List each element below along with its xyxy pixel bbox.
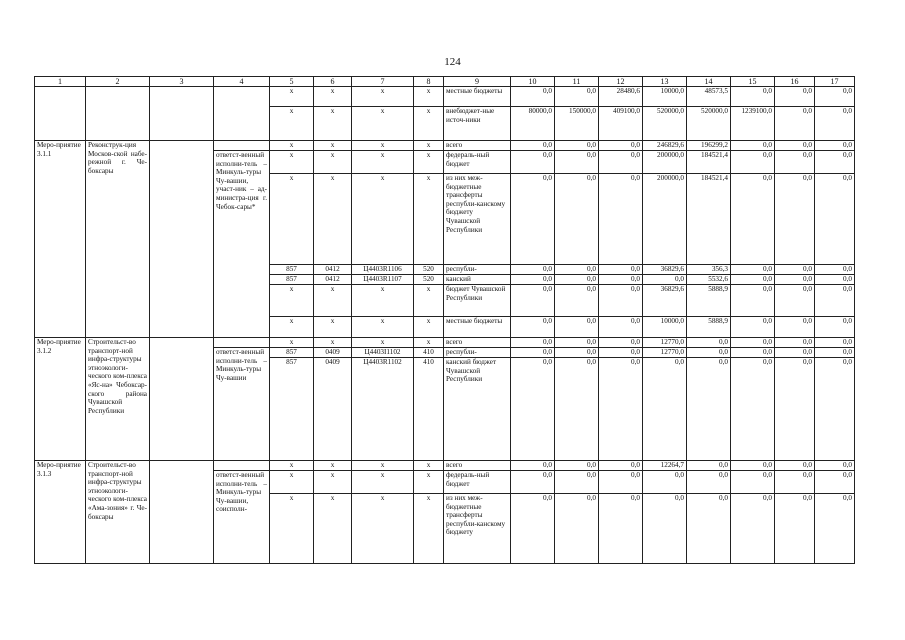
- value-cell: 0,0: [555, 471, 599, 494]
- executor-cell: [214, 87, 270, 141]
- event-name-cell: Реконструк-ция Москов-ской набе-режной г. Че-боксары: [86, 141, 150, 338]
- value-cell: 0,0: [555, 174, 599, 265]
- event-label-cell: Меро-приятие 3.1.3: [35, 461, 86, 564]
- code-cell: x: [314, 141, 352, 151]
- value-cell: 0,0: [511, 494, 555, 564]
- executor-cell: ответст-венный исполни-тель – Минкуль-туры Чу-вашии, участ-ник – ад-министра-ция г. Чебок-сары*: [214, 151, 270, 338]
- value-cell: 0,0: [643, 358, 687, 461]
- code-cell: x: [414, 141, 444, 151]
- header-cell: 17: [815, 77, 855, 87]
- executor-cell: ответст-венный исполни-тель – Минкуль-туры Чу-вашии, соисполн-: [214, 471, 270, 564]
- value-cell: 0,0: [599, 358, 643, 461]
- code-cell: Ц4403R1107: [352, 275, 414, 285]
- code-cell: 0409: [314, 358, 352, 461]
- table-row: [35, 461, 855, 471]
- header-cell: 9: [444, 77, 511, 87]
- value-cell: 0,0: [775, 494, 815, 564]
- value-cell: 246829,6: [643, 141, 687, 151]
- value-cell: 0,0: [599, 151, 643, 174]
- code-cell: x: [414, 87, 444, 107]
- header-cell: 8: [414, 77, 444, 87]
- code-cell: x: [352, 338, 414, 348]
- source-cell: республи-: [444, 348, 511, 358]
- table-row: [35, 87, 855, 107]
- budget-table: [34, 76, 855, 564]
- source-cell: канский: [444, 275, 511, 285]
- value-cell: 0,0: [815, 107, 855, 141]
- value-cell: 409100,0: [599, 107, 643, 141]
- header-row: [35, 77, 855, 87]
- value-cell: 0,0: [815, 494, 855, 564]
- executor-blank-cell: [214, 141, 270, 151]
- value-cell: 0,0: [599, 275, 643, 285]
- value-cell: 0,0: [555, 461, 599, 471]
- event-name-cell: [86, 87, 150, 141]
- code-cell: x: [352, 471, 414, 494]
- header-cell: 1: [35, 77, 86, 87]
- source-cell: федераль-ный бюджет: [444, 151, 511, 174]
- value-cell: 0,0: [775, 285, 815, 317]
- value-cell: 0,0: [815, 358, 855, 461]
- value-cell: 0,0: [731, 285, 775, 317]
- value-cell: 0,0: [555, 317, 599, 338]
- value-cell: 200000,0: [643, 151, 687, 174]
- value-cell: 0,0: [775, 87, 815, 107]
- code-cell: x: [270, 461, 314, 471]
- value-cell: 36829,6: [643, 285, 687, 317]
- value-cell: 196299,2: [687, 141, 731, 151]
- value-cell: 0,0: [687, 494, 731, 564]
- value-cell: 0,0: [511, 471, 555, 494]
- source-cell: федераль-ный бюджет: [444, 471, 511, 494]
- value-cell: 0,0: [731, 87, 775, 107]
- code-cell: x: [414, 494, 444, 564]
- table-row: [35, 141, 855, 151]
- code-cell: x: [314, 107, 352, 141]
- header-cell: 4: [214, 77, 270, 87]
- code-cell: x: [414, 285, 444, 317]
- value-cell: 0,0: [555, 285, 599, 317]
- value-cell: 0,0: [511, 317, 555, 338]
- header-cell: 12: [599, 77, 643, 87]
- value-cell: 0,0: [775, 174, 815, 265]
- value-cell: 0,0: [687, 338, 731, 348]
- value-cell: 0,0: [775, 358, 815, 461]
- value-cell: 0,0: [599, 471, 643, 494]
- page-number: 124: [444, 56, 461, 68]
- source-cell: внебюджет-ные источ-ники: [444, 107, 511, 141]
- value-cell: 0,0: [815, 275, 855, 285]
- code-cell: x: [352, 174, 414, 265]
- code-cell: 857: [270, 265, 314, 275]
- value-cell: 36829,6: [643, 265, 687, 275]
- value-cell: 1239100,0: [731, 107, 775, 141]
- value-cell: 48573,5: [687, 87, 731, 107]
- code-cell: x: [352, 151, 414, 174]
- value-cell: 0,0: [643, 471, 687, 494]
- empty-cell: [150, 87, 214, 141]
- value-cell: 0,0: [555, 265, 599, 275]
- table-row: [35, 338, 855, 348]
- value-cell: 200000,0: [643, 174, 687, 265]
- code-cell: 857: [270, 358, 314, 461]
- value-cell: 80000,0: [511, 107, 555, 141]
- executor-cell: ответст-венный исполни-тель – Минкуль-туры Чу-вашии: [214, 348, 270, 461]
- value-cell: 0,0: [731, 358, 775, 461]
- value-cell: 0,0: [687, 348, 731, 358]
- value-cell: 0,0: [775, 151, 815, 174]
- event-name-cell: Строительст-во транспорт-ной инфра-структуры этноэкологи-ческого ком-плекса «Яс-на» Чебоксар-ского района Чувашской Республики: [86, 338, 150, 461]
- value-cell: 5532,6: [687, 275, 731, 285]
- header-cell: 6: [314, 77, 352, 87]
- code-cell: 410: [414, 358, 444, 461]
- value-cell: 0,0: [511, 275, 555, 285]
- code-cell: x: [314, 461, 352, 471]
- header-cell: 7: [352, 77, 414, 87]
- source-cell: местные бюджеты: [444, 87, 511, 107]
- value-cell: 10000,0: [643, 87, 687, 107]
- code-cell: x: [414, 151, 444, 174]
- code-cell: x: [270, 285, 314, 317]
- value-cell: 0,0: [731, 348, 775, 358]
- code-cell: x: [414, 471, 444, 494]
- source-cell: бюджет Чувашской Республики: [444, 285, 511, 317]
- value-cell: 12770,0: [643, 348, 687, 358]
- source-cell: всего: [444, 461, 511, 471]
- value-cell: 5888,9: [687, 317, 731, 338]
- value-cell: 0,0: [687, 471, 731, 494]
- header-cell: 13: [643, 77, 687, 87]
- code-cell: x: [314, 471, 352, 494]
- header-cell: 15: [731, 77, 775, 87]
- value-cell: 0,0: [511, 151, 555, 174]
- value-cell: 0,0: [555, 358, 599, 461]
- value-cell: 0,0: [555, 151, 599, 174]
- code-cell: x: [414, 338, 444, 348]
- code-cell: Ц4403R1106: [352, 265, 414, 275]
- value-cell: 0,0: [599, 141, 643, 151]
- value-cell: 0,0: [815, 285, 855, 317]
- value-cell: 0,0: [599, 317, 643, 338]
- value-cell: 0,0: [775, 317, 815, 338]
- value-cell: 0,0: [687, 461, 731, 471]
- code-cell: x: [314, 151, 352, 174]
- header-cell: 5: [270, 77, 314, 87]
- header-cell: 2: [86, 77, 150, 87]
- value-cell: 520000,0: [643, 107, 687, 141]
- code-cell: x: [352, 285, 414, 317]
- event-label-cell: Меро-приятие 3.1.2: [35, 338, 86, 461]
- code-cell: x: [314, 174, 352, 265]
- code-cell: x: [270, 471, 314, 494]
- value-cell: 0,0: [731, 275, 775, 285]
- code-cell: x: [414, 107, 444, 141]
- code-cell: x: [270, 174, 314, 265]
- value-cell: 356,3: [687, 265, 731, 275]
- value-cell: 520000,0: [687, 107, 731, 141]
- empty-cell: [150, 461, 214, 564]
- value-cell: 0,0: [599, 285, 643, 317]
- value-cell: 0,0: [555, 494, 599, 564]
- value-cell: 0,0: [511, 338, 555, 348]
- value-cell: 0,0: [731, 471, 775, 494]
- code-cell: x: [314, 87, 352, 107]
- value-cell: 0,0: [731, 141, 775, 151]
- value-cell: 0,0: [511, 265, 555, 275]
- value-cell: 0,0: [511, 461, 555, 471]
- value-cell: 10000,0: [643, 317, 687, 338]
- value-cell: 0,0: [731, 174, 775, 265]
- value-cell: 12770,0: [643, 338, 687, 348]
- code-cell: x: [352, 494, 414, 564]
- value-cell: 0,0: [775, 141, 815, 151]
- code-cell: x: [352, 87, 414, 107]
- value-cell: 0,0: [815, 317, 855, 338]
- value-cell: 5888,9: [687, 285, 731, 317]
- value-cell: 0,0: [731, 338, 775, 348]
- code-cell: Ц4403I1102: [352, 348, 414, 358]
- value-cell: 0,0: [599, 494, 643, 564]
- value-cell: 0,0: [599, 461, 643, 471]
- value-cell: 0,0: [643, 494, 687, 564]
- code-cell: x: [314, 338, 352, 348]
- value-cell: 0,0: [599, 265, 643, 275]
- value-cell: 0,0: [775, 461, 815, 471]
- code-cell: 410: [414, 348, 444, 358]
- value-cell: 0,0: [731, 151, 775, 174]
- code-cell: x: [414, 317, 444, 338]
- value-cell: 184521,4: [687, 151, 731, 174]
- value-cell: 184521,4: [687, 174, 731, 265]
- value-cell: 0,0: [815, 87, 855, 107]
- value-cell: 0,0: [555, 275, 599, 285]
- source-cell: местные бюджеты: [444, 317, 511, 338]
- value-cell: 0,0: [555, 338, 599, 348]
- empty-cell: [150, 338, 214, 461]
- code-cell: 0412: [314, 265, 352, 275]
- value-cell: 0,0: [815, 265, 855, 275]
- code-cell: x: [270, 494, 314, 564]
- value-cell: 12264,7: [643, 461, 687, 471]
- code-cell: 857: [270, 348, 314, 358]
- code-cell: 0412: [314, 275, 352, 285]
- value-cell: 0,0: [687, 358, 731, 461]
- value-cell: 0,0: [511, 358, 555, 461]
- executor-blank-cell: [214, 461, 270, 471]
- code-cell: 520: [414, 265, 444, 275]
- code-cell: x: [270, 87, 314, 107]
- value-cell: 0,0: [775, 265, 815, 275]
- value-cell: 0,0: [555, 141, 599, 151]
- value-cell: 0,0: [775, 348, 815, 358]
- value-cell: 0,0: [599, 174, 643, 265]
- header-cell: 10: [511, 77, 555, 87]
- value-cell: 0,0: [815, 461, 855, 471]
- event-name-cell: Строительст-во транспорт-ной инфра-структуры этноэкологи-ческого ком-плекса «Ама-зония» г. Че-боксары: [86, 461, 150, 564]
- value-cell: 0,0: [775, 107, 815, 141]
- value-cell: 150000,0: [555, 107, 599, 141]
- code-cell: 520: [414, 275, 444, 285]
- code-cell: x: [352, 317, 414, 338]
- event-label-cell: [35, 87, 86, 141]
- header-cell: 3: [150, 77, 214, 87]
- value-cell: 0,0: [599, 338, 643, 348]
- code-cell: 857: [270, 275, 314, 285]
- code-cell: x: [414, 174, 444, 265]
- source-cell: республи-: [444, 265, 511, 275]
- value-cell: 0,0: [511, 87, 555, 107]
- source-cell: из них меж-бюджетные трансферты республи-канскому бюджету Чувашской Республики: [444, 174, 511, 265]
- source-cell: всего: [444, 338, 511, 348]
- value-cell: 0,0: [775, 275, 815, 285]
- value-cell: 0,0: [815, 471, 855, 494]
- value-cell: 0,0: [731, 265, 775, 275]
- value-cell: 0,0: [731, 461, 775, 471]
- code-cell: x: [270, 338, 314, 348]
- value-cell: 0,0: [599, 348, 643, 358]
- source-cell: канский бюджет Чувашской Республики: [444, 358, 511, 461]
- value-cell: 0,0: [815, 141, 855, 151]
- code-cell: x: [270, 151, 314, 174]
- value-cell: 0,0: [643, 275, 687, 285]
- value-cell: 0,0: [815, 348, 855, 358]
- value-cell: 0,0: [511, 348, 555, 358]
- code-cell: x: [352, 461, 414, 471]
- value-cell: 0,0: [775, 471, 815, 494]
- code-cell: x: [352, 107, 414, 141]
- value-cell: 0,0: [815, 151, 855, 174]
- code-cell: x: [314, 494, 352, 564]
- executor-blank-cell: [214, 338, 270, 348]
- code-cell: x: [414, 461, 444, 471]
- event-label-cell: Меро-приятие 3.1.1: [35, 141, 86, 338]
- value-cell: 0,0: [731, 494, 775, 564]
- source-cell: всего: [444, 141, 511, 151]
- value-cell: 0,0: [555, 87, 599, 107]
- value-cell: 0,0: [555, 348, 599, 358]
- header-cell: 16: [775, 77, 815, 87]
- code-cell: Ц4403R1102: [352, 358, 414, 461]
- code-cell: x: [270, 317, 314, 338]
- value-cell: 0,0: [775, 338, 815, 348]
- code-cell: x: [314, 317, 352, 338]
- value-cell: 0,0: [815, 338, 855, 348]
- code-cell: x: [352, 141, 414, 151]
- header-cell: 14: [687, 77, 731, 87]
- empty-cell: [150, 141, 214, 338]
- value-cell: 0,0: [511, 141, 555, 151]
- value-cell: 0,0: [511, 174, 555, 265]
- value-cell: 28480,6: [599, 87, 643, 107]
- source-cell: из них меж-бюджетные трансферты республи-канскому бюджету: [444, 494, 511, 564]
- code-cell: x: [270, 107, 314, 141]
- header-cell: 11: [555, 77, 599, 87]
- code-cell: 0409: [314, 348, 352, 358]
- code-cell: x: [270, 141, 314, 151]
- value-cell: 0,0: [731, 317, 775, 338]
- value-cell: 0,0: [511, 285, 555, 317]
- code-cell: x: [314, 285, 352, 317]
- value-cell: 0,0: [815, 174, 855, 265]
